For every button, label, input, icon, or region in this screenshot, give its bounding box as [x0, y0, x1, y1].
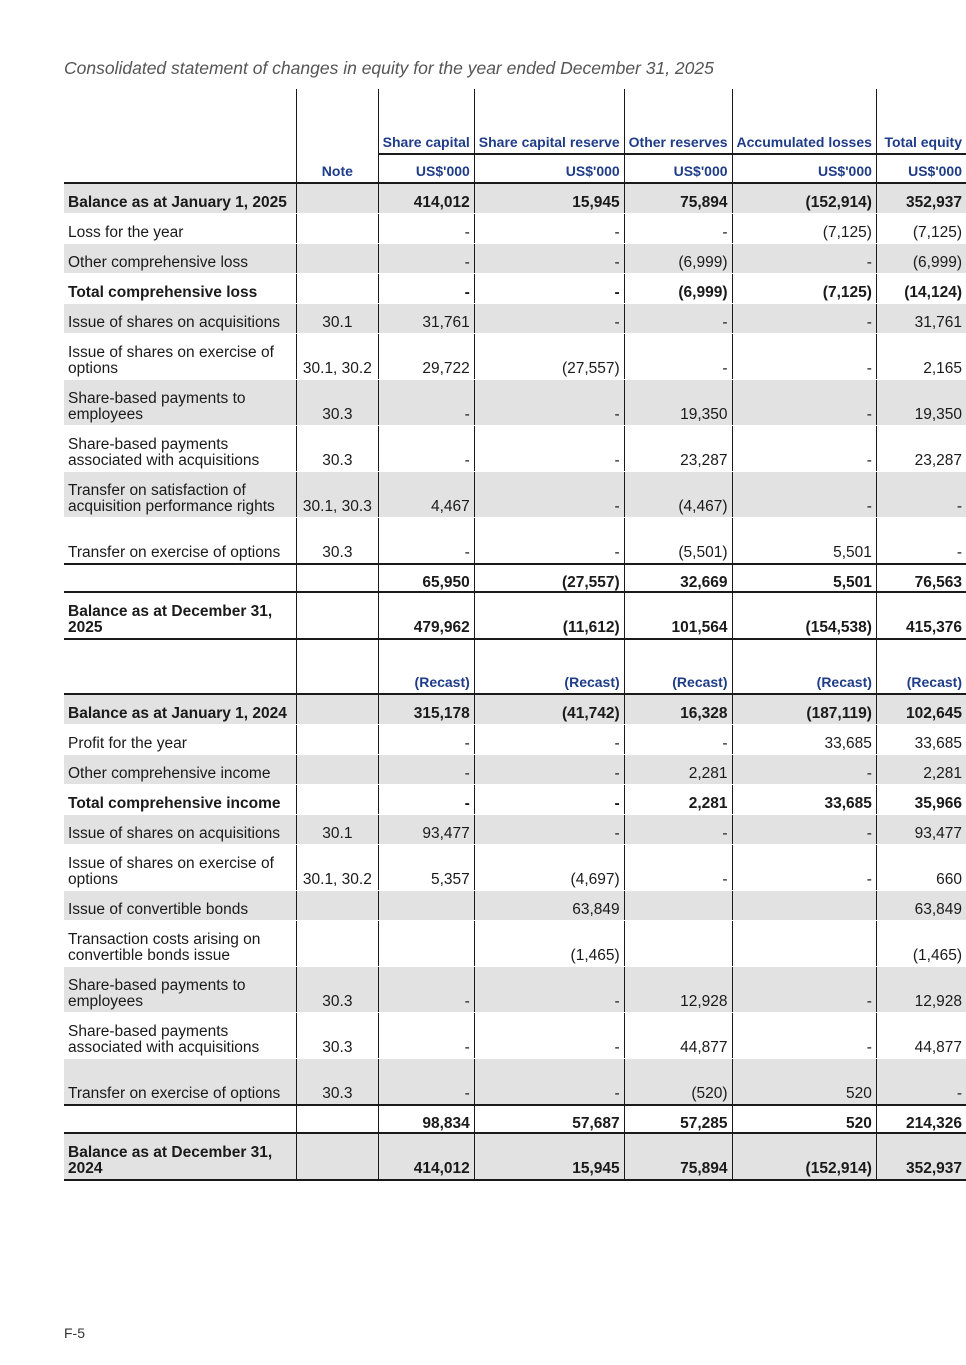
amount-cell: -: [378, 725, 474, 755]
amount-cell: -: [732, 1013, 876, 1059]
amount-cell: 4,467: [378, 472, 474, 518]
note-ref: [297, 694, 379, 725]
amount-cell: -: [378, 426, 474, 472]
amount-cell: -: [624, 725, 732, 755]
amount-cell: 2,281: [624, 755, 732, 785]
amount-cell: -: [474, 472, 624, 518]
amount-cell: 520: [732, 1105, 876, 1133]
note-ref: [297, 891, 379, 921]
amount-cell: 5,357: [378, 845, 474, 891]
equity-movement-row: [64, 921, 966, 967]
amount-cell: -: [474, 1013, 624, 1059]
amount-cell: -: [624, 815, 732, 845]
amount-cell: [378, 921, 474, 967]
note-ref: 30.1, 30.2: [297, 845, 379, 891]
amount-cell: -: [876, 1059, 966, 1106]
equity-table: [64, 89, 966, 1181]
row-label: [64, 1105, 297, 1133]
note-ref: [297, 921, 379, 967]
note-ref: 30.1: [297, 815, 379, 845]
unit-label: US$'000: [378, 154, 474, 183]
amount-cell: 12,928: [624, 967, 732, 1013]
amount-cell: -: [732, 967, 876, 1013]
amount-cell: -: [624, 845, 732, 891]
equity-movement-row: [64, 304, 966, 334]
amount-cell: 19,350: [876, 380, 966, 426]
row-label: Profit for the year: [64, 725, 297, 755]
amount-cell: -: [474, 815, 624, 845]
header-note: Note: [297, 154, 379, 183]
row-label: Share-based payments to employees: [64, 967, 297, 1013]
amount-cell: -: [474, 426, 624, 472]
amount-cell: 12,928: [876, 967, 966, 1013]
recast-label: (Recast): [732, 639, 876, 694]
note-ref: 30.3: [297, 380, 379, 426]
amount-cell: 23,287: [624, 426, 732, 472]
amount-cell: (1,465): [474, 921, 624, 967]
recast-header-row: [64, 639, 966, 694]
equity-movement-row: [64, 472, 966, 518]
amount-cell: [624, 921, 732, 967]
amount-cell: 414,012: [378, 183, 474, 214]
amount-cell: 35,966: [876, 785, 966, 815]
amount-cell: 57,285: [624, 1105, 732, 1133]
row-label: [64, 564, 297, 592]
amount-cell: 65,950: [378, 564, 474, 592]
amount-cell: (27,557): [474, 334, 624, 380]
amount-cell: -: [378, 1013, 474, 1059]
amount-cell: (1,465): [876, 921, 966, 967]
row-label: Issue of shares on exercise of options: [64, 334, 297, 380]
amount-cell: -: [732, 472, 876, 518]
equity-movement-row: [64, 334, 966, 380]
note-ref: [297, 564, 379, 592]
note-ref: [297, 214, 379, 244]
header-total-equity: Total equity: [876, 89, 966, 154]
note-ref: [297, 244, 379, 274]
equity-movement-row: [64, 1059, 966, 1106]
amount-cell: 31,761: [876, 304, 966, 334]
amount-cell: -: [378, 274, 474, 304]
amount-cell: 479,962: [378, 592, 474, 639]
amount-cell: 98,834: [378, 1105, 474, 1133]
equity-movement-row: [64, 274, 966, 304]
amount-cell: 2,165: [876, 334, 966, 380]
amount-cell: -: [732, 244, 876, 274]
amount-cell: (4,467): [624, 472, 732, 518]
closing-balance-row: [64, 592, 966, 639]
amount-cell: (154,538): [732, 592, 876, 639]
equity-movement-row: [64, 815, 966, 845]
amount-cell: -: [378, 214, 474, 244]
unit-label: US$'000: [876, 154, 966, 183]
note-ref: 30.1: [297, 304, 379, 334]
amount-cell: -: [378, 967, 474, 1013]
amount-cell: -: [732, 380, 876, 426]
amount-cell: (7,125): [732, 274, 876, 304]
amount-cell: -: [474, 244, 624, 274]
amount-cell: 660: [876, 845, 966, 891]
amount-cell: -: [624, 304, 732, 334]
amount-cell: -: [732, 304, 876, 334]
row-label: Balance as at December 31, 2024: [64, 1133, 297, 1180]
row-label: Total comprehensive income: [64, 785, 297, 815]
equity-movement-row: [64, 755, 966, 785]
amount-cell: 33,685: [732, 725, 876, 755]
note-ref: 30.3: [297, 426, 379, 472]
amount-cell: -: [474, 274, 624, 304]
amount-cell: 2,281: [876, 755, 966, 785]
amount-cell: (4,697): [474, 845, 624, 891]
amount-cell: 414,012: [378, 1133, 474, 1180]
amount-cell: (41,742): [474, 694, 624, 725]
amount-cell: -: [378, 244, 474, 274]
amount-cell: (11,612): [474, 592, 624, 639]
row-label: Other comprehensive loss: [64, 244, 297, 274]
amount-cell: 32,669: [624, 564, 732, 592]
page-title: Consolidated statement of changes in equity for the year ended December 31, 2025: [64, 58, 714, 78]
amount-cell: -: [474, 755, 624, 785]
header-other-reserves: Other reserves: [624, 89, 732, 154]
amount-cell: -: [732, 426, 876, 472]
header-share-capital-reserve: Share capital reserve: [474, 89, 624, 154]
subtotal-row: [64, 1105, 966, 1133]
page-number: F-5: [64, 1325, 85, 1341]
amount-cell: -: [876, 472, 966, 518]
row-label: Transfer on satisfaction of acquisition performance rights: [64, 472, 297, 518]
equity-movement-row: [64, 967, 966, 1013]
amount-cell: 520: [732, 1059, 876, 1106]
amount-cell: 57,687: [474, 1105, 624, 1133]
recast-label: (Recast): [624, 639, 732, 694]
amount-cell: -: [474, 1059, 624, 1106]
row-label: Issue of shares on exercise of options: [64, 845, 297, 891]
amount-cell: 44,877: [624, 1013, 732, 1059]
amount-cell: 315,178: [378, 694, 474, 725]
row-label: Share-based payments to employees: [64, 380, 297, 426]
amount-cell: -: [474, 214, 624, 244]
row-label: Transaction costs arising on convertible bonds issue: [64, 921, 297, 967]
equity-movement-row: [64, 426, 966, 472]
amount-cell: (6,999): [624, 274, 732, 304]
amount-cell: 63,849: [876, 891, 966, 921]
amount-cell: 44,877: [876, 1013, 966, 1059]
amount-cell: 415,376: [876, 592, 966, 639]
amount-cell: 101,564: [624, 592, 732, 639]
row-label: Balance as at January 1, 2025: [64, 183, 297, 214]
note-ref: 30.1, 30.2: [297, 334, 379, 380]
amount-cell: 352,937: [876, 1133, 966, 1180]
amount-cell: 31,761: [378, 304, 474, 334]
amount-cell: -: [474, 518, 624, 565]
amount-cell: 2,281: [624, 785, 732, 815]
unit-header-row: [64, 154, 966, 183]
amount-cell: -: [732, 334, 876, 380]
amount-cell: [732, 891, 876, 921]
amount-cell: 75,894: [624, 183, 732, 214]
row-label: Loss for the year: [64, 214, 297, 244]
header-share-capital: Share capital: [378, 89, 474, 154]
amount-cell: (7,125): [732, 214, 876, 244]
amount-cell: (5,501): [624, 518, 732, 565]
amount-cell: -: [474, 304, 624, 334]
amount-cell: -: [378, 380, 474, 426]
amount-cell: 93,477: [378, 815, 474, 845]
amount-cell: -: [378, 1059, 474, 1106]
equity-movement-row: [64, 891, 966, 921]
amount-cell: [378, 891, 474, 921]
amount-cell: 63,849: [474, 891, 624, 921]
amount-cell: [732, 921, 876, 967]
note-ref: [297, 1105, 379, 1133]
amount-cell: -: [474, 380, 624, 426]
row-label: Total comprehensive loss: [64, 274, 297, 304]
amount-cell: -: [378, 518, 474, 565]
closing-balance-row: [64, 1133, 966, 1180]
amount-cell: 15,945: [474, 183, 624, 214]
amount-cell: (14,124): [876, 274, 966, 304]
note-ref: 30.3: [297, 518, 379, 565]
column-header-row: [64, 89, 966, 154]
amount-cell: (152,914): [732, 183, 876, 214]
amount-cell: 19,350: [624, 380, 732, 426]
note-ref: [297, 183, 379, 214]
recast-label: (Recast): [876, 639, 966, 694]
amount-cell: (152,914): [732, 1133, 876, 1180]
amount-cell: 5,501: [732, 518, 876, 565]
amount-cell: 352,937: [876, 183, 966, 214]
row-label: Transfer on exercise of options: [64, 518, 297, 565]
amount-cell: (187,119): [732, 694, 876, 725]
subtotal-row: [64, 564, 966, 592]
equity-movement-row: [64, 785, 966, 815]
amount-cell: -: [732, 845, 876, 891]
row-label: Share-based payments associated with acquisitions: [64, 1013, 297, 1059]
amount-cell: -: [732, 815, 876, 845]
opening-balance-row: [64, 183, 966, 214]
amount-cell: 23,287: [876, 426, 966, 472]
note-ref: [297, 592, 379, 639]
equity-movement-row: [64, 845, 966, 891]
equity-movement-row: [64, 244, 966, 274]
amount-cell: -: [624, 334, 732, 380]
amount-cell: 75,894: [624, 1133, 732, 1180]
amount-cell: 5,501: [732, 564, 876, 592]
note-ref: 30.3: [297, 1013, 379, 1059]
amount-cell: 15,945: [474, 1133, 624, 1180]
amount-cell: 76,563: [876, 564, 966, 592]
note-ref: 30.1, 30.3: [297, 472, 379, 518]
note-ref: [297, 274, 379, 304]
amount-cell: 93,477: [876, 815, 966, 845]
amount-cell: -: [474, 785, 624, 815]
note-ref: 30.3: [297, 1059, 379, 1106]
amount-cell: -: [474, 967, 624, 1013]
equity-movement-row: [64, 380, 966, 426]
note-ref: [297, 725, 379, 755]
note-ref: 30.3: [297, 967, 379, 1013]
amount-cell: 33,685: [732, 785, 876, 815]
amount-cell: (6,999): [624, 244, 732, 274]
amount-cell: [624, 891, 732, 921]
row-label: Issue of shares on acquisitions: [64, 304, 297, 334]
amount-cell: 214,326: [876, 1105, 966, 1133]
row-label: Issue of convertible bonds: [64, 891, 297, 921]
header-accumulated-losses: Accumulated losses: [732, 89, 876, 154]
row-label: Balance as at December 31, 2025: [64, 592, 297, 639]
equity-movement-row: [64, 518, 966, 565]
amount-cell: -: [378, 755, 474, 785]
amount-cell: -: [474, 725, 624, 755]
unit-label: US$'000: [732, 154, 876, 183]
amount-cell: 102,645: [876, 694, 966, 725]
equity-movement-row: [64, 725, 966, 755]
recast-label: (Recast): [474, 639, 624, 694]
row-label: Other comprehensive income: [64, 755, 297, 785]
amount-cell: -: [378, 785, 474, 815]
amount-cell: -: [732, 755, 876, 785]
row-label: Issue of shares on acquisitions: [64, 815, 297, 845]
amount-cell: 29,722: [378, 334, 474, 380]
amount-cell: (520): [624, 1059, 732, 1106]
amount-cell: (7,125): [876, 214, 966, 244]
amount-cell: (27,557): [474, 564, 624, 592]
note-ref: [297, 785, 379, 815]
amount-cell: -: [624, 214, 732, 244]
row-label: Transfer on exercise of options: [64, 1059, 297, 1106]
amount-cell: (6,999): [876, 244, 966, 274]
note-ref: [297, 755, 379, 785]
amount-cell: 16,328: [624, 694, 732, 725]
row-label: Share-based payments associated with acquisitions: [64, 426, 297, 472]
equity-movement-row: [64, 1013, 966, 1059]
unit-label: US$'000: [624, 154, 732, 183]
note-ref: [297, 1133, 379, 1180]
amount-cell: 33,685: [876, 725, 966, 755]
unit-label: US$'000: [474, 154, 624, 183]
recast-label: (Recast): [378, 639, 474, 694]
amount-cell: -: [876, 518, 966, 565]
opening-balance-row: [64, 694, 966, 725]
equity-movement-row: [64, 214, 966, 244]
row-label: Balance as at January 1, 2024: [64, 694, 297, 725]
